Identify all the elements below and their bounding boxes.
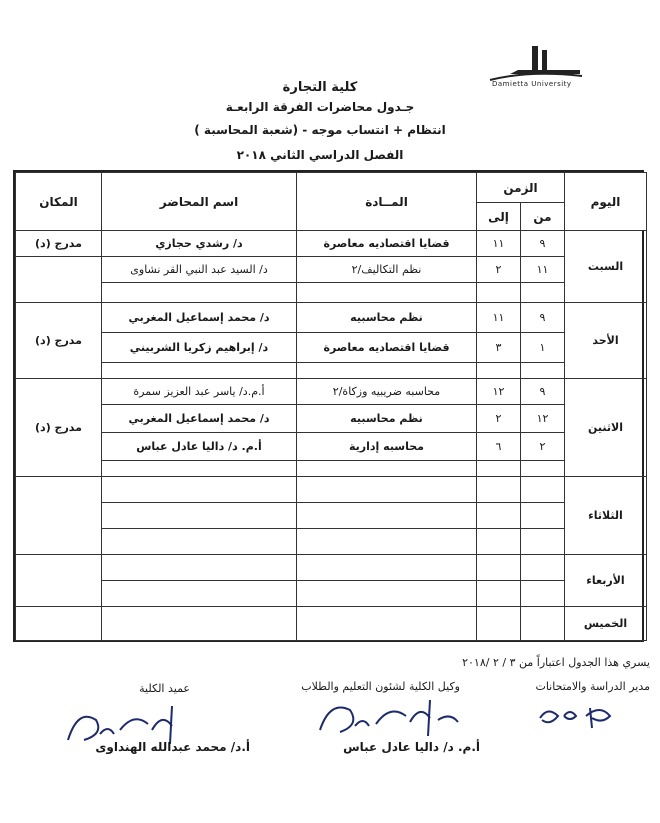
cell-empty (477, 503, 521, 529)
header-time: الزمن (477, 173, 565, 203)
cell-from: ١ (521, 333, 565, 363)
cell-lecturer: د/ محمد إسماعيل المغربي (102, 303, 297, 333)
cell-place: مدرج (د) (16, 379, 102, 477)
header-lecturer: اسم المحاضر (102, 173, 297, 231)
cell-from: ٩ (521, 303, 565, 333)
cell-empty (297, 607, 477, 641)
cell-empty (102, 363, 297, 379)
cell-place: مدرج (د) (16, 303, 102, 379)
cell-empty (297, 555, 477, 581)
cell-subject: قضايا اقتصاديه معاصرة (297, 333, 477, 363)
header-subject: المــادة (297, 173, 477, 231)
schedule-title: جـدول محاضرات الفرقة الرابعـة (225, 100, 415, 114)
cell-to: ٢ (477, 405, 521, 433)
cell-empty (102, 529, 297, 555)
cell-empty (521, 503, 565, 529)
cell-to: ٦ (477, 433, 521, 461)
cell-to: ٢ (477, 257, 521, 283)
cell-empty (297, 363, 477, 379)
university-name-en: Damietta University (492, 80, 572, 88)
cell-empty (477, 461, 521, 477)
cell-from: ٩ (521, 379, 565, 405)
cell-from: ١١ (521, 257, 565, 283)
cell-empty (102, 581, 297, 607)
effective-date-note: يسري هذا الجدول اعتباراً من ٣ / ٢ /٢٠١٨ (462, 656, 650, 669)
header-place: المكان (16, 173, 102, 231)
cell-empty (477, 581, 521, 607)
cell-empty (477, 363, 521, 379)
cell-empty (297, 529, 477, 555)
cell-empty (521, 555, 565, 581)
cell-subject: محاسبه ضريبيه وزكاة/٢ (297, 379, 477, 405)
dean-name: أ.د/ محمد عبدالله الهنداوى (95, 740, 250, 754)
cell-empty (102, 477, 297, 503)
cell-place-empty (16, 257, 102, 303)
cell-from: ٢ (521, 433, 565, 461)
cell-empty (102, 555, 297, 581)
cell-empty (521, 283, 565, 303)
cell-empty (477, 477, 521, 503)
header-day: اليوم (565, 173, 647, 231)
dean-title: عميد الكلية (139, 682, 190, 695)
cell-to: ٣ (477, 333, 521, 363)
cell-empty (477, 283, 521, 303)
cell-empty (297, 503, 477, 529)
cell-empty (297, 283, 477, 303)
cell-empty (521, 363, 565, 379)
cell-lecturer: د/ رشدي حجازي (102, 231, 297, 257)
cell-subject: قضايا اقتصاديه معاصرة (297, 231, 477, 257)
cell-empty (521, 529, 565, 555)
day-monday: الاثنين (565, 379, 647, 477)
cell-to: ١٢ (477, 379, 521, 405)
cell-place-empty (16, 555, 102, 607)
day-tuesday: الثلاثاء (565, 477, 647, 555)
day-saturday: السبت (565, 231, 647, 303)
cell-from: ١٢ (521, 405, 565, 433)
cell-lecturer: د/ السيد عبد النبي القر نشاوى (102, 257, 297, 283)
cell-lecturer: د/ إبراهيم زكريا الشربيني (102, 333, 297, 363)
cell-lecturer: د/ محمد إسماعيل المغربي (102, 405, 297, 433)
schedule-subtitle: انتظام + انتساب موجه - (شعبة المحاسبة ) (194, 123, 446, 137)
day-wednesday: الأربعاء (565, 555, 647, 607)
cell-to: ١١ (477, 303, 521, 333)
header-from: من (521, 203, 565, 231)
cell-subject: نظم محاسبيه (297, 303, 477, 333)
cell-empty (102, 503, 297, 529)
cell-place-empty (16, 477, 102, 555)
day-sunday: الأحد (565, 303, 647, 379)
cell-lecturer: أ.م. د/ داليا عادل عباس (102, 433, 297, 461)
cell-empty (102, 461, 297, 477)
vice-dean-title: وكيل الكلية لشئون التعليم والطلاب (301, 680, 460, 693)
exams-director-title: مدير الدراسة والامتحانات (535, 680, 650, 693)
cell-empty (102, 607, 297, 641)
cell-place-empty (16, 607, 102, 641)
cell-empty (521, 581, 565, 607)
cell-subject: نظم التكاليف/٢ (297, 257, 477, 283)
cell-empty (297, 477, 477, 503)
semester-label: الفصل الدراسي الثاني ٢٠١٨ (236, 148, 404, 162)
cell-to: ١١ (477, 231, 521, 257)
header-to: إلى (477, 203, 521, 231)
cell-empty (477, 529, 521, 555)
cell-empty (477, 607, 521, 641)
cell-lecturer: أ.م.د/ ياسر عبد العزيز سمرة (102, 379, 297, 405)
cell-subject: نظم محاسبيه (297, 405, 477, 433)
exams-director-signature (530, 698, 630, 734)
cell-subject: محاسبه إدارية (297, 433, 477, 461)
cell-empty (477, 555, 521, 581)
cell-place: مدرج (د) (16, 231, 102, 257)
cell-empty (102, 283, 297, 303)
vice-dean-name: أ.م. د/ داليا عادل عباس (343, 740, 480, 754)
faculty-name: كلية التجارة (282, 80, 358, 95)
cell-empty (297, 581, 477, 607)
cell-empty (521, 607, 565, 641)
vice-dean-signature (310, 690, 470, 746)
day-thursday: الخميس (565, 607, 647, 641)
cell-empty (521, 477, 565, 503)
cell-empty (297, 461, 477, 477)
cell-empty (521, 461, 565, 477)
schedule-table (13, 170, 644, 642)
cell-from: ٩ (521, 231, 565, 257)
